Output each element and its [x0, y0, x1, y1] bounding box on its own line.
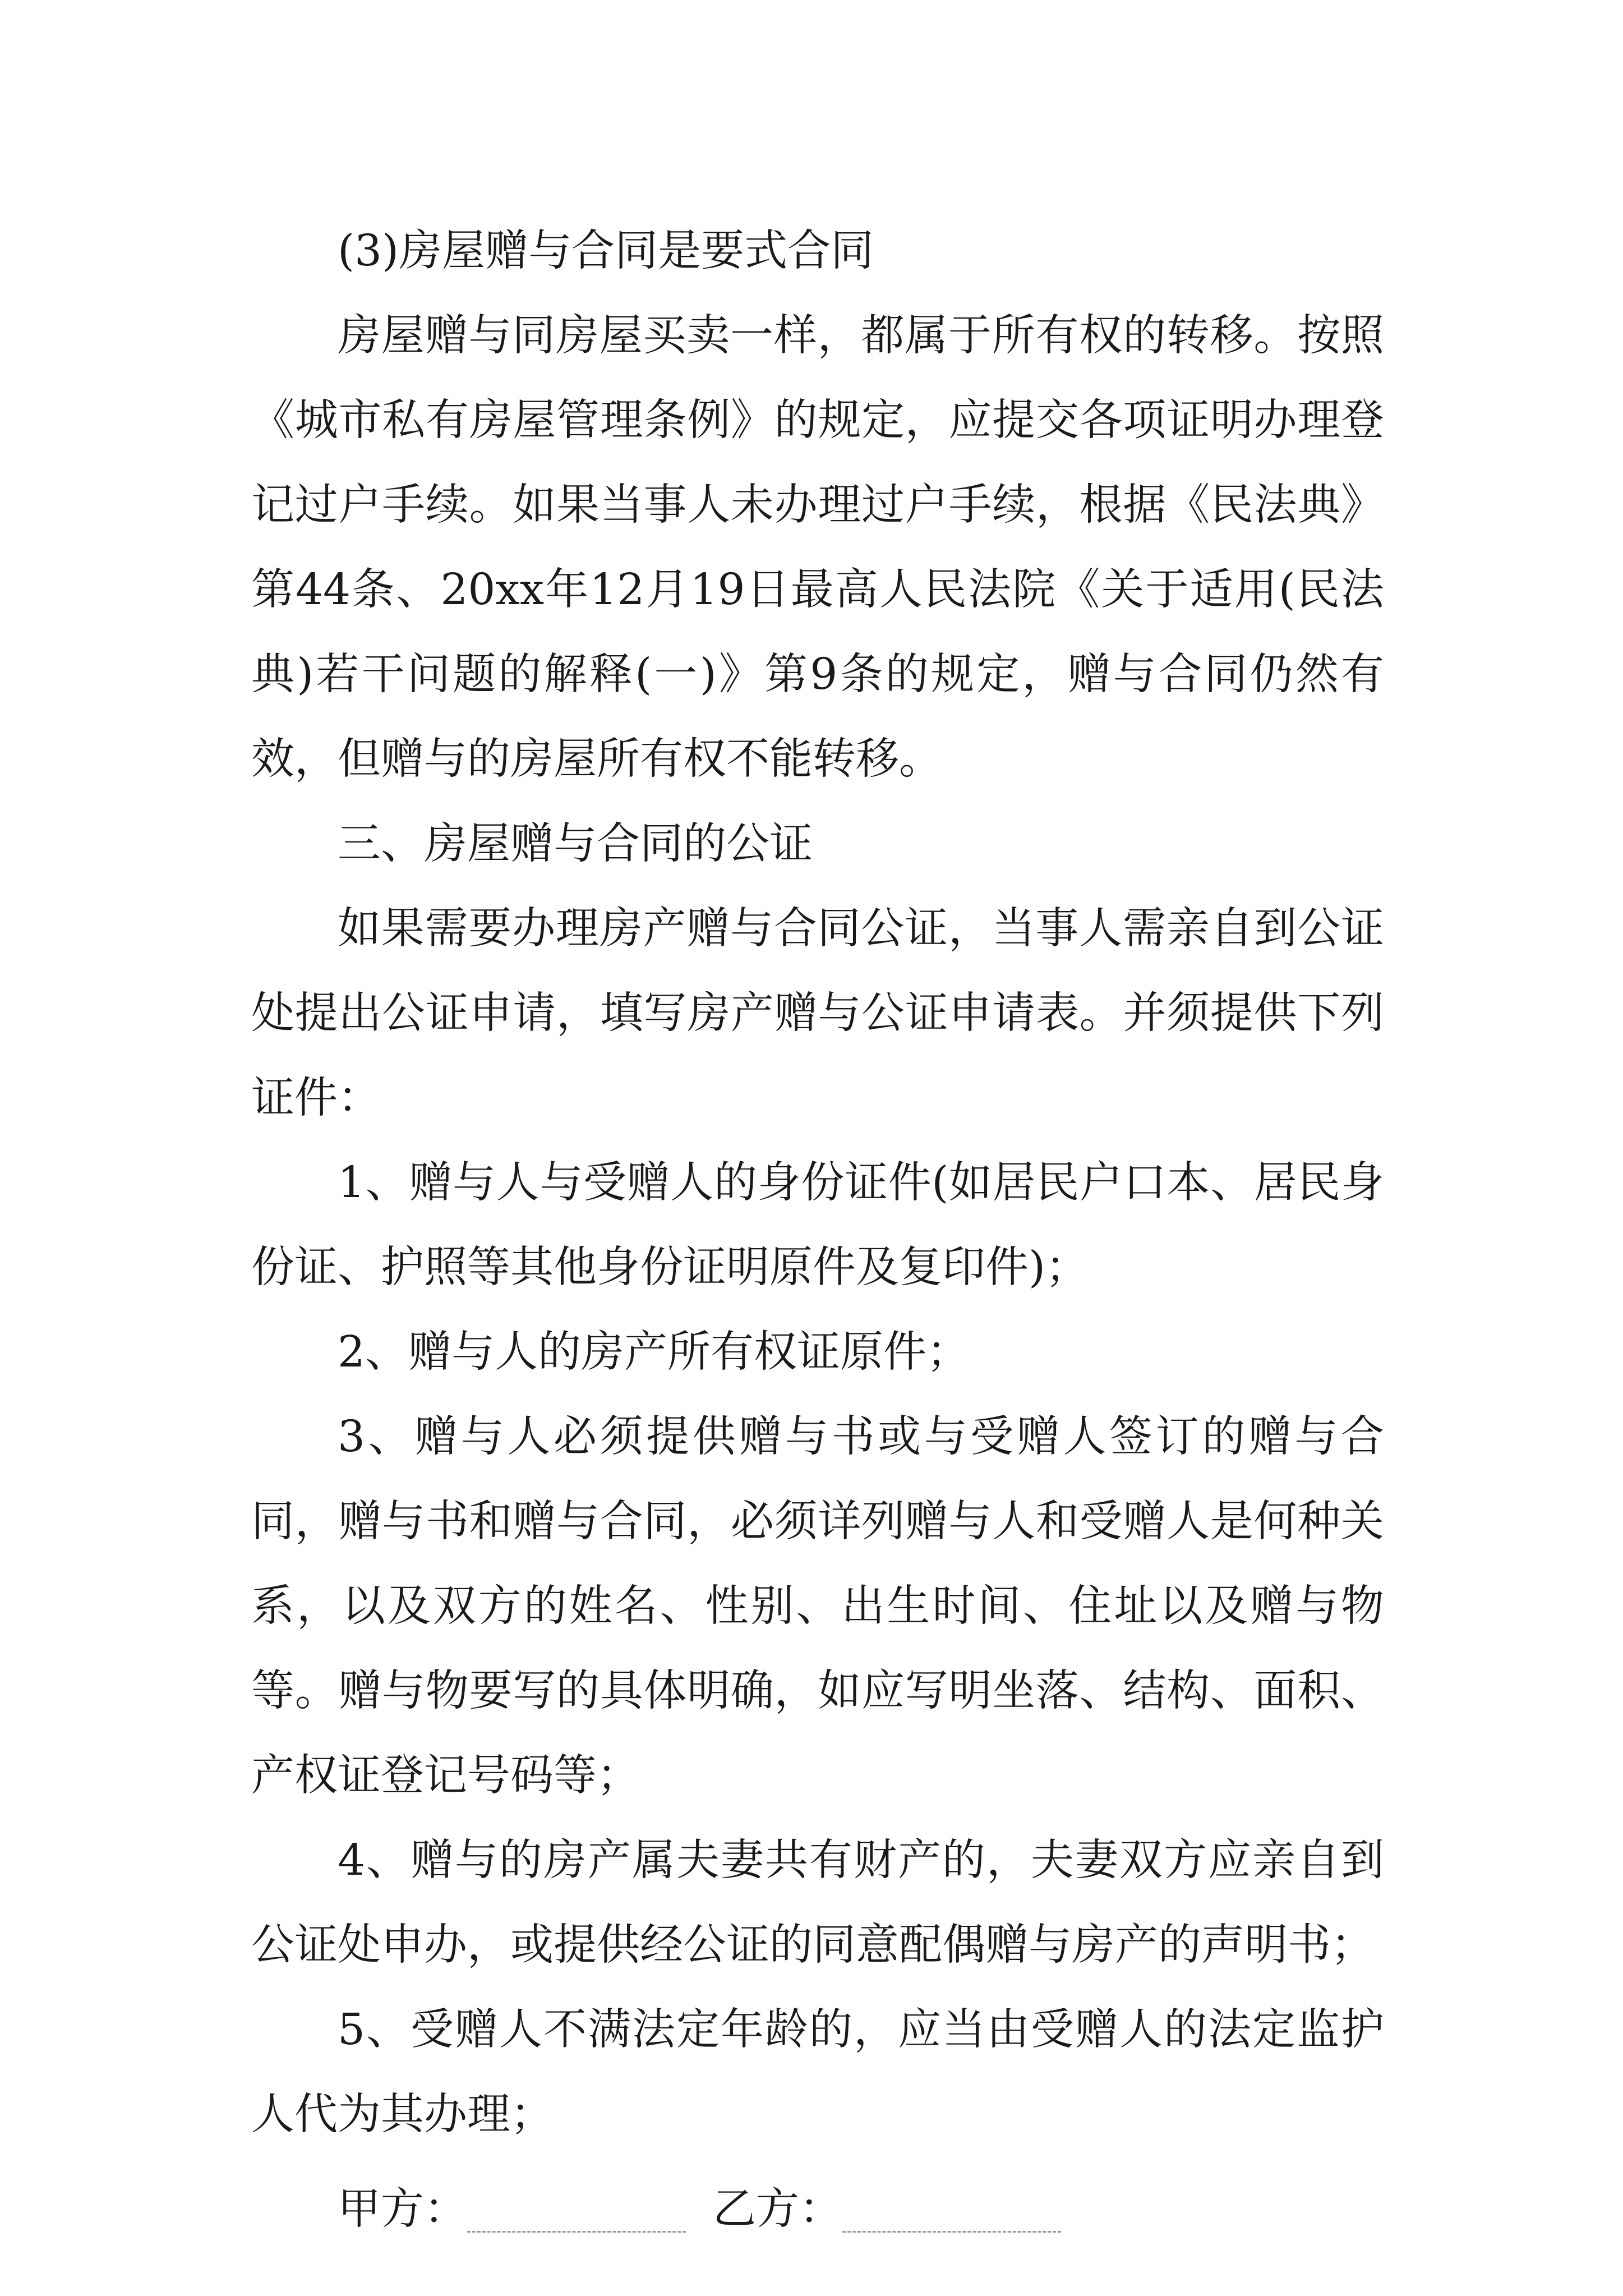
section-heading-notarization: 三、房屋赠与合同的公证 — [338, 819, 813, 869]
paragraph-ownership-transfer: 房屋赠与同房屋买卖一样，都属于所有权的转移。按照《城市私有房屋管理条例》的规定，应提交各项证明办理登记过户手续。如果当事人未办理过户手续，根据《民法典》第44条、20xx年12月19日最高人民法院《关于适用(民法典)若干问题的解释(一)》第9条的规定，赠与合同仍然有效，但赠与的房屋所有权不能转移。 — [251, 311, 1384, 784]
list-item-joint-property: 4、赠与的房产属夫妻共有财产的，夫妻双方应亲自到公证处申办，或提供经公证的同意配偶赠与房产的声明书； — [251, 1835, 1384, 1970]
list-item-identity-documents: 1、赠与人与受赠人的身份证件(如居民户口本、居民身份证、护照等其他身份证明原件及复印件)； — [251, 1158, 1384, 1292]
signature-line — [251, 2167, 1384, 2252]
party-b-signature-blank[interactable] — [842, 2230, 1061, 2233]
list-item-property-certificate: 2、赠与人的房产所有权证原件； — [338, 1327, 970, 1377]
section-heading-formal-contract: (3)房屋赠与合同是要式合同 — [338, 226, 874, 276]
party-b-label: 乙方： — [713, 2184, 842, 2234]
list-item-minor-donee: 5、受赠人不满法定年龄的，应当由受赠人的法定监护人代为其办理； — [251, 2005, 1384, 2139]
list-item-gift-contract: 3、赠与人必须提供赠与书或与受赠人签订的赠与合同，赠与书和赠与合同，必须详列赠与人和受赠人是何种关系，以及双方的姓名、性别、出生时间、住址以及赠与物等。赠与物要写的具体明确，如应写明坐落、结构、面积、产权证登记号码等； — [251, 1412, 1384, 1801]
paragraph-notarization-intro: 如果需要办理房产赠与合同公证，当事人需亲自到公证处提出公证申请，填写房产赠与公证申请表。并须提供下列证件： — [251, 904, 1384, 1123]
party-a-label: 甲方： — [338, 2184, 467, 2234]
party-a-signature-blank[interactable] — [467, 2230, 686, 2233]
document-body — [251, 209, 1384, 2252]
